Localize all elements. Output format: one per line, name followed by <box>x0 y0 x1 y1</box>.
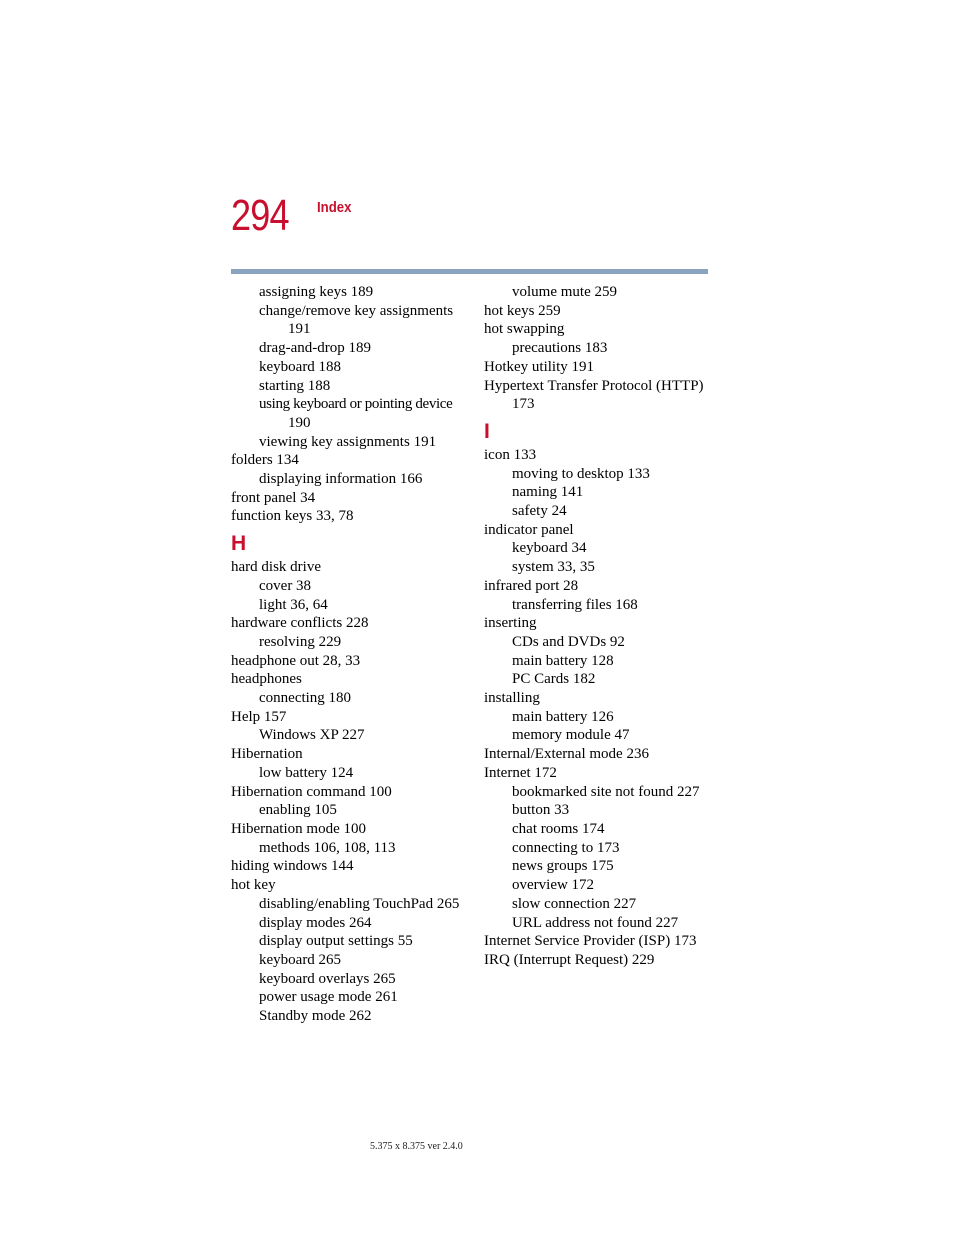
index-page-ref: 191 <box>288 321 311 338</box>
index-subentry: system 33, 35 <box>512 559 595 576</box>
index-page-ref: 190 <box>288 414 311 431</box>
index-entry: icon 133 <box>484 446 537 463</box>
index-entry: Hibernation command 100 <box>231 783 392 800</box>
index-subentry: precautions 183 <box>512 340 608 357</box>
index-subentry: volume mute 259 <box>512 284 617 300</box>
index-entry: function keys 33, 78 <box>231 508 354 525</box>
index-entry: IRQ (Interrupt Request) 229 <box>484 951 655 968</box>
index-subentry: drag-and-drop 189 <box>259 340 372 357</box>
index-subentry: chat rooms 174 <box>512 820 605 837</box>
index-subentry: Standby mode 262 <box>259 1008 372 1025</box>
index-subentry: bookmarked site not found 227 <box>512 783 700 800</box>
footer-version: 5.375 x 8.375 ver 2.4.0 <box>370 1141 463 1152</box>
index-subentry: disabling/enabling TouchPad 265 <box>259 895 460 912</box>
index-entry: headphones <box>231 671 302 688</box>
index-entry: Hypertext Transfer Protocol (HTTP) <box>484 377 704 394</box>
index-entry: Internal/External mode 236 <box>484 746 649 763</box>
index-subentry: moving to desktop 133 <box>512 465 650 482</box>
index-subentry: main battery 126 <box>512 708 614 725</box>
index-entry: Hibernation mode 100 <box>231 820 366 837</box>
index-subentry: button 33 <box>512 802 570 819</box>
index-subentry: display modes 264 <box>259 914 372 931</box>
index-page-ref: 173 <box>512 396 535 413</box>
index-subentry: slow connection 227 <box>512 895 637 912</box>
index-subentry: assigning keys 189 <box>259 284 374 300</box>
index-entry: Internet Service Provider (ISP) 173 <box>484 933 697 950</box>
index-column-left <box>231 283 471 1026</box>
index-entry: hiding windows 144 <box>231 858 354 875</box>
index-entry: infrared port 28 <box>484 577 579 594</box>
index-subentry: CDs and DVDs 92 <box>512 633 625 650</box>
index-subentry: news groups 175 <box>512 858 614 875</box>
index-entry: folders 134 <box>231 452 299 469</box>
index-subentry: starting 188 <box>259 377 331 394</box>
index-subentry: overview 172 <box>512 877 595 894</box>
index-subentry: light 36, 64 <box>259 596 328 613</box>
index-subentry: enabling 105 <box>259 802 337 819</box>
index-subentry: methods 106, 108, 113 <box>259 839 396 856</box>
index-subentry: connecting 180 <box>259 690 352 707</box>
index-entry: Hotkey utility 191 <box>484 358 594 375</box>
index-subentry: keyboard 265 <box>259 951 342 968</box>
index-subentry: displaying information 166 <box>259 471 423 488</box>
index-subentry: using keyboard or pointing device <box>259 396 453 413</box>
index-subentry: naming 141 <box>512 484 584 501</box>
index-subentry: cover 38 <box>259 577 312 594</box>
index-entry: hot key <box>231 877 276 894</box>
index-entry: hardware conflicts 228 <box>231 615 369 632</box>
index-letter-i: I <box>484 419 490 443</box>
index-subentry: change/remove key assignments <box>259 302 454 319</box>
index-column-right <box>484 283 708 970</box>
index-entry: inserting <box>484 615 537 632</box>
index-entry: headphone out 28, 33 <box>231 652 361 669</box>
index-entry: indicator panel <box>484 521 574 538</box>
index-subentry: memory module 47 <box>512 727 630 744</box>
index-entry: Help 157 <box>231 708 287 725</box>
index-subentry: viewing key assignments 191 <box>259 433 437 450</box>
index-subentry: PC Cards 182 <box>512 671 596 688</box>
header-rule <box>231 269 708 274</box>
index-subentry: Windows XP 227 <box>259 727 365 744</box>
index-entry: Hibernation <box>231 746 303 763</box>
index-subentry: display output settings 55 <box>259 933 413 950</box>
index-subentry: power usage mode 261 <box>259 989 398 1006</box>
index-subentry: keyboard 188 <box>259 358 342 375</box>
index-entry: hot swapping <box>484 321 565 338</box>
index-entry: front panel 34 <box>231 489 316 506</box>
index-subentry: keyboard overlays 265 <box>259 970 396 987</box>
index-entry: installing <box>484 690 540 707</box>
index-entry: hot keys 259 <box>484 302 561 319</box>
index-subentry: connecting to 173 <box>512 839 620 856</box>
index-subentry: URL address not found 227 <box>512 914 679 931</box>
page-number: 294 <box>231 191 289 240</box>
section-title: Index <box>317 199 352 216</box>
index-subentry: low battery 124 <box>259 764 354 781</box>
index-entry: Internet 172 <box>484 764 557 781</box>
index-subentry: resolving 229 <box>259 633 342 650</box>
index-subentry: keyboard 34 <box>512 540 587 557</box>
index-entry: hard disk drive <box>231 559 321 576</box>
index-subentry: transferring files 168 <box>512 596 638 613</box>
index-subentry: safety 24 <box>512 503 567 520</box>
index-subentry: main battery 128 <box>512 652 614 669</box>
index-letter-h: H <box>231 532 247 556</box>
